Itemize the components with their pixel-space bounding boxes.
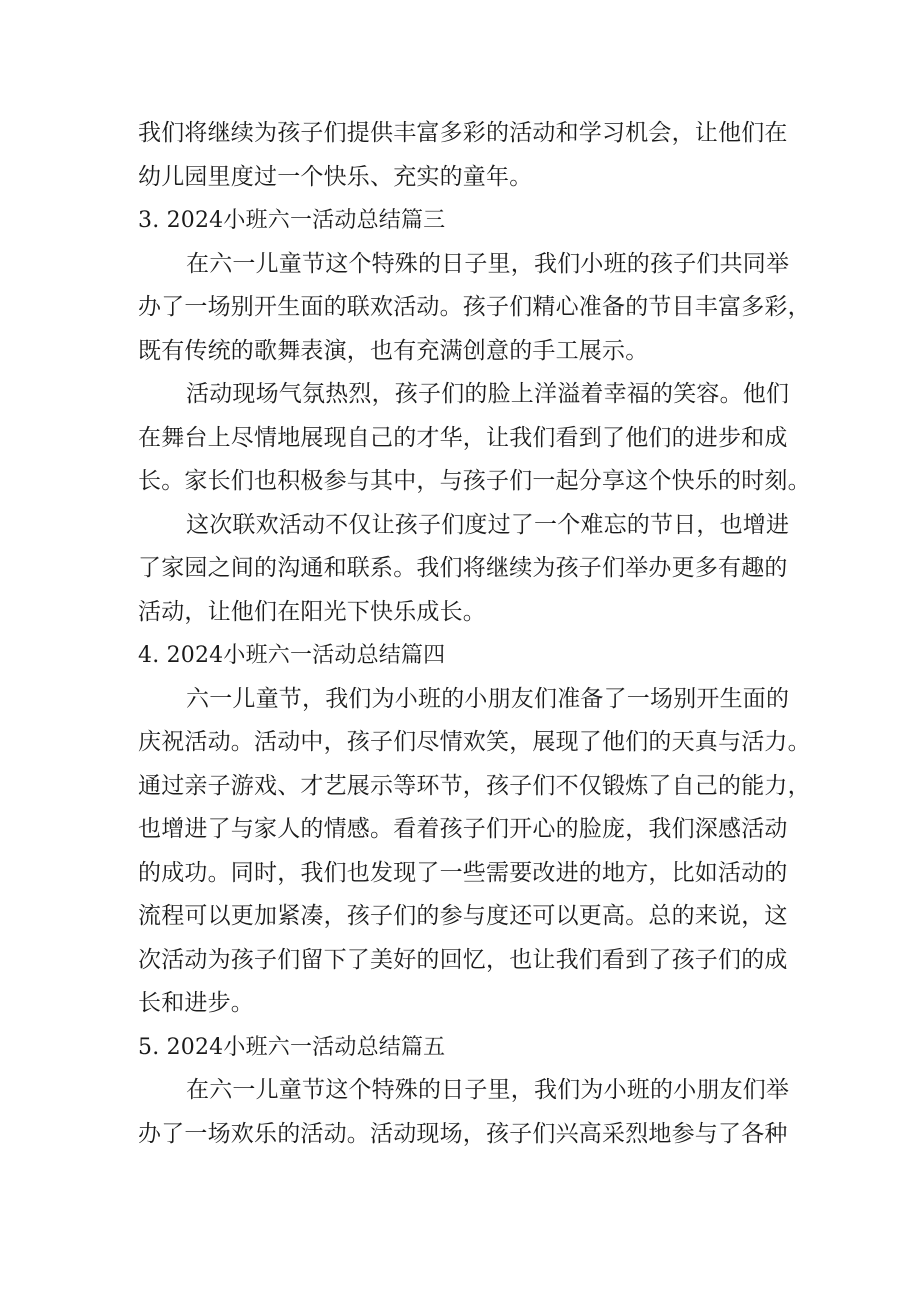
paragraph-line: 的成功。同时，我们也发现了一些需要改进的地方，比如活动的: [138, 859, 788, 886]
paragraph-line: 这次联欢活动不仅让孩子们度过了一个难忘的节日，也增进: [186, 511, 790, 538]
paragraph: [138, 112, 786, 199]
paragraph-line: 活动现场气氛热烈，孩子们的脸上洋溢着幸福的笑容。他们: [186, 381, 790, 407]
paragraph-line: 长。家长们也积极参与其中，与孩子们一起分享这个快乐的时刻。: [138, 468, 811, 494]
paragraph: [138, 504, 790, 635]
paragraph-line: 在六一儿童节这个特殊的日子里，我们为小班的小朋友们举: [186, 1077, 790, 1103]
section-heading: 3. 2024小班六一活动总结篇三: [138, 208, 446, 233]
paragraph-line: 了家园之间的沟通和联系。我们将继续为孩子们举办更多有趣的: [138, 555, 788, 581]
paragraph-line: 流程可以更加紧凑，孩子们的参与度还可以更高。总的来说，这: [138, 903, 788, 929]
paragraph: [138, 678, 811, 1026]
paragraph-line: 办了一场别开生面的联欢活动。孩子们精心准备的节目丰富多彩，: [138, 294, 811, 320]
paragraph-line: 庆祝活动。活动中，孩子们尽情欢笑，展现了他们的天真与活力。: [138, 729, 811, 755]
paragraph: [138, 373, 811, 504]
paragraph: [138, 1069, 790, 1156]
paragraph-line: 次活动为孩子们留下了美好的回忆，也让我们看到了孩子们的成: [138, 946, 788, 973]
paragraph-line: 通过亲子游戏、才艺展示等环节，孩子们不仅锻炼了自己的能力，: [138, 772, 811, 799]
paragraph-line: 既有传统的歌舞表演，也有充满创意的手工展示。: [138, 337, 649, 364]
document-page: [138, 112, 811, 1156]
section-heading: 4. 2024小班六一活动总结篇四: [138, 643, 446, 668]
paragraph-line: 在六一儿童节这个特殊的日子里，我们小班的孩子们共同举: [186, 250, 790, 277]
section-heading: 5. 2024小班六一活动总结篇五: [138, 1034, 446, 1060]
paragraph: [138, 243, 811, 374]
paragraph-line: 活动，让他们在阳光下快乐成长。: [138, 598, 486, 625]
paragraph-line: 办了一场欢乐的活动。活动现场，孩子们兴高采烈地参与了各种: [138, 1120, 788, 1147]
paragraph-line: 长和进步。: [138, 990, 254, 1016]
paragraph-line: 六一儿童节，我们为小班的小朋友们准备了一场别开生面的: [186, 685, 790, 712]
paragraph-line: 也增进了与家人的情感。看着孩子们开心的脸庞，我们深感活动: [138, 816, 788, 842]
paragraph-line: 幼儿园里度过一个快乐、充实的童年。: [138, 163, 533, 190]
paragraph-line: 我们将继续为孩子们提供丰富多彩的活动和学习机会，让他们在: [138, 120, 788, 146]
paragraph-line: 在舞台上尽情地展现自己的才华，让我们看到了他们的进步和成: [138, 424, 788, 451]
